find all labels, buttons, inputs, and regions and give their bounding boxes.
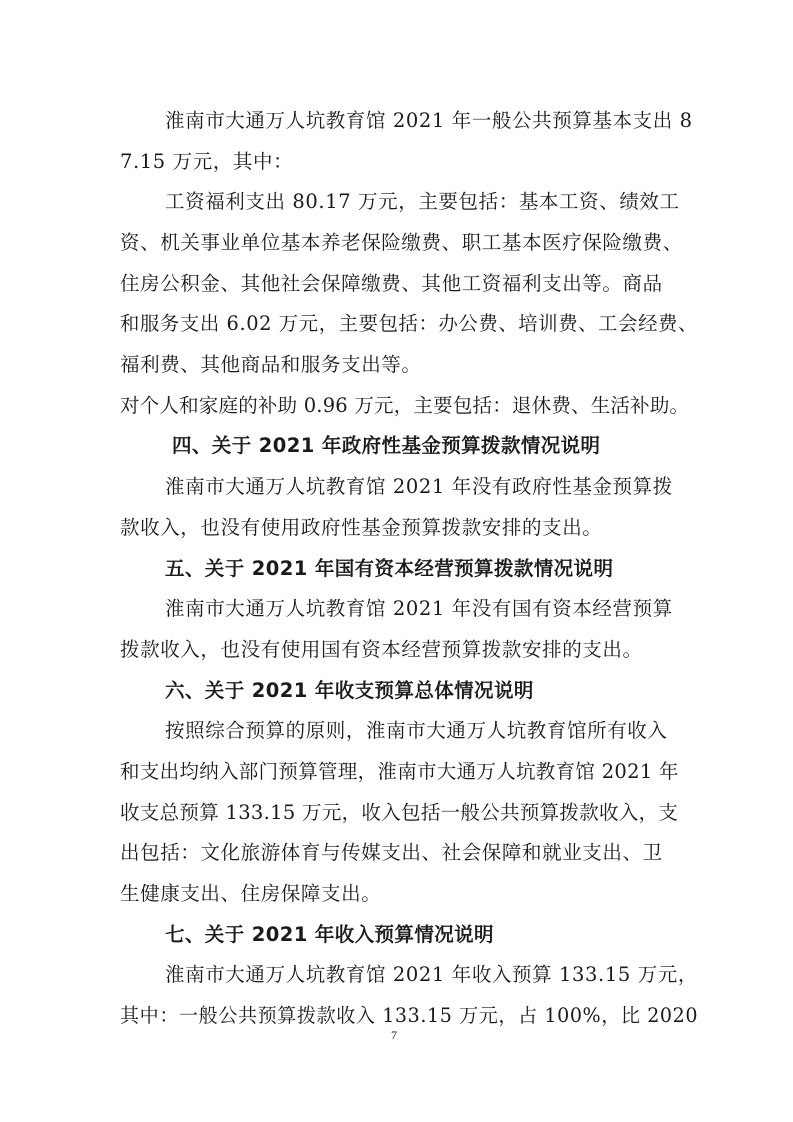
paragraph-line: 淮南市大通万人坑教育馆 2021 年没有政府性基金预算拨 [165,475,673,498]
paragraph-line: 收支总预算 133.15 万元，收入包括一般公共预算拨款收入，支 [120,801,679,824]
section-heading-4: 四、关于 2021 年政府性基金预算拨款情况说明 [172,434,601,457]
paragraph-line: 其中：一般公共预算拨款收入 133.15 万元，占 100%，比 2020 [120,1004,699,1027]
paragraph-line: 工资福利支出 80.17 万元，主要包括：基本工资、绩效工 [165,190,680,213]
paragraph-line: 款收入，也没有使用政府性基金预算拨款安排的支出。 [120,516,603,539]
paragraph-line: 福利费、其他商品和服务支出等。 [120,353,422,376]
section-heading-5: 五、关于 2021 年国有资本经营预算拨款情况说明 [165,557,614,580]
paragraph-line: 淮南市大通万人坑教育馆 2021 年收入预算 133.15 万元， [165,963,698,986]
paragraph-line: 住房公积金、其他社会保障缴费、其他工资福利支出等。商品 [120,272,663,295]
section-heading-6: 六、关于 2021 年收支预算总体情况说明 [165,679,534,702]
paragraph-line: 生健康支出、住房保障支出。 [120,882,382,905]
paragraph-line: 出包括：文化旅游体育与传媒支出、社会保障和就业支出、卫 [120,841,663,864]
paragraph-line: 7.15 万元，其中： [120,150,294,173]
paragraph-line: 淮南市大通万人坑教育馆 2021 年没有国有资本经营预算 [165,597,673,620]
page-number: 7 [391,1028,397,1042]
paragraph-line: 和支出均纳入部门预算管理，淮南市大通万人坑教育馆 2021 年 [120,760,679,783]
paragraph-line: 按照综合预算的原则，淮南市大通万人坑教育馆所有收入 [165,719,668,742]
paragraph-line: 淮南市大通万人坑教育馆 2021 年一般公共预算基本支出 8 [165,109,693,132]
paragraph-line: 对个人和家庭的补助 0.96 万元，主要包括：退休费、生活补助。 [120,394,690,417]
paragraph-line: 资、机关事业单位基本养老保险缴费、职工基本医疗保险缴费、 [120,231,683,254]
paragraph-line: 拨款收入，也没有使用国有资本经营预算拨款安排的支出。 [120,638,643,661]
section-heading-7: 七、关于 2021 年收入预算情况说明 [165,923,494,946]
paragraph-line: 和服务支出 6.02 万元，主要包括：办公费、培训费、工会经费、 [120,312,698,335]
